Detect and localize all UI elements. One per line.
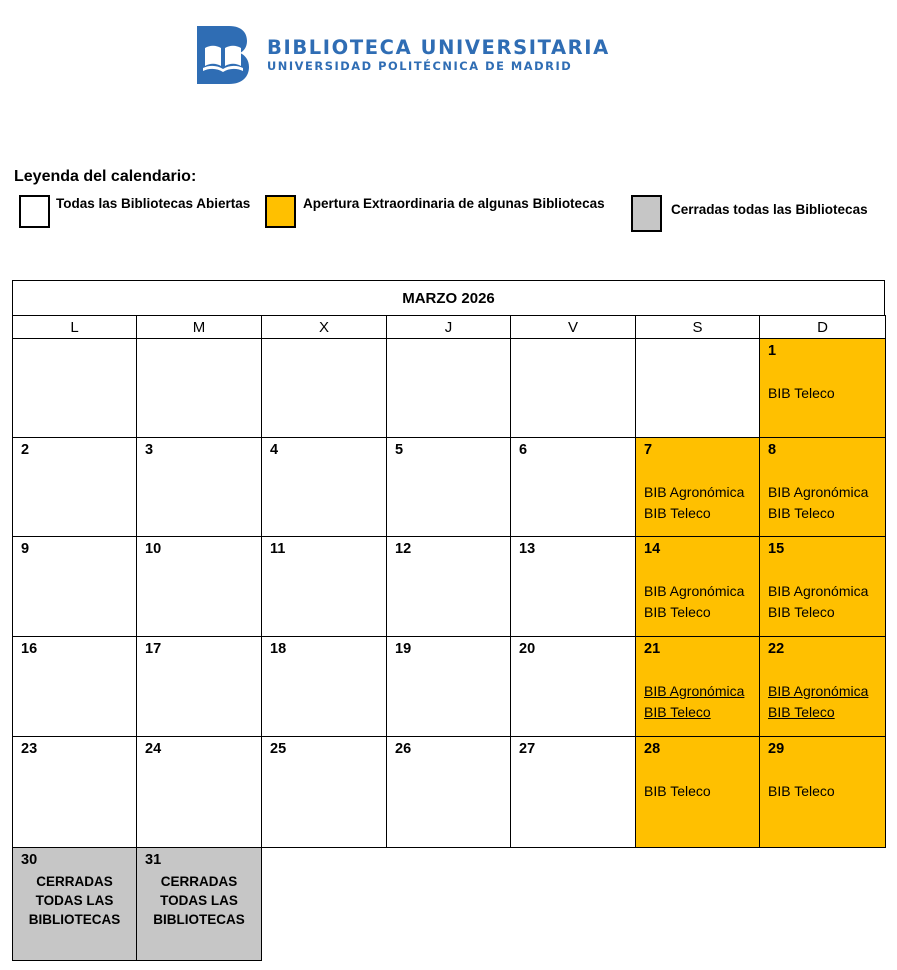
calendar-day-15 <box>759 536 886 637</box>
calendar-day-28 <box>635 736 760 848</box>
day-number: 5 <box>395 442 404 458</box>
calendar-day-11 <box>261 536 387 637</box>
calendar-day-14 <box>635 536 760 637</box>
day-number: 28 <box>644 741 661 757</box>
day-header-l: L <box>12 315 137 340</box>
calendar-empty-cell <box>261 338 387 438</box>
day-number: 2 <box>21 442 30 458</box>
legend-item-closed <box>631 195 868 232</box>
closed-notice-line: TODAS LAS <box>35 893 114 908</box>
legend-swatch-open <box>19 195 50 228</box>
calendar-day-18 <box>261 636 387 737</box>
library-name: BIB Teleco <box>768 505 835 521</box>
calendar-day-7 <box>635 437 760 537</box>
day-number: 10 <box>145 541 162 557</box>
calendar-day-3 <box>136 437 262 537</box>
day-number: 27 <box>519 741 536 757</box>
calendar-day-5 <box>386 437 511 537</box>
library-name: BIB Teleco <box>644 604 711 620</box>
calendar-day-31 <box>136 847 262 961</box>
calendar-empty-cell <box>510 338 636 438</box>
calendar-title: MARZO 2026 <box>12 280 885 316</box>
day-number: 19 <box>395 641 412 657</box>
library-title: BIBLIOTECA UNIVERSITARIA <box>267 36 610 59</box>
calendar-day-29 <box>759 736 886 848</box>
day-number: 25 <box>270 741 287 757</box>
legend-label-open: Todas las Bibliotecas Abiertas <box>56 196 251 211</box>
day-number: 20 <box>519 641 536 657</box>
day-number: 12 <box>395 541 412 557</box>
library-logo <box>197 26 610 84</box>
university-subtitle: UNIVERSIDAD POLITÉCNICA DE MADRID <box>267 59 573 73</box>
legend-item-open <box>19 195 250 228</box>
calendar-day-12 <box>386 536 511 637</box>
day-number: 29 <box>768 741 785 757</box>
library-name: BIB Agronómica <box>644 484 745 500</box>
closed-notice-line: BIBLIOTECAS <box>153 912 245 927</box>
open-libraries-list <box>644 482 744 524</box>
open-libraries-list <box>644 681 744 723</box>
library-name: BIB Teleco <box>644 505 711 521</box>
day-number: 23 <box>21 741 38 757</box>
day-number: 18 <box>270 641 287 657</box>
calendar-day-20 <box>510 636 636 737</box>
day-header-x: X <box>261 315 387 340</box>
calendar-day-6 <box>510 437 636 537</box>
legend-title: Leyenda del calendario: <box>14 168 197 185</box>
calendar-empty-cell <box>136 338 262 438</box>
calendar-empty-cell <box>635 338 760 438</box>
day-number: 7 <box>644 442 653 458</box>
day-header-s: S <box>635 315 760 340</box>
day-number: 15 <box>768 541 785 557</box>
calendar-day-8 <box>759 437 886 537</box>
day-number: 16 <box>21 641 38 657</box>
library-name: BIB Agronómica <box>644 683 745 699</box>
closed-notice-line: CERRADAS <box>160 874 238 889</box>
day-number: 8 <box>768 442 777 458</box>
library-name: BIB Teleco <box>768 604 835 620</box>
calendar-day-19 <box>386 636 511 737</box>
library-name: BIB Teleco <box>768 783 835 799</box>
library-name: BIB Teleco <box>768 385 835 401</box>
day-number: 14 <box>644 541 661 557</box>
legend-label-closed: Cerradas todas las Bibliotecas <box>671 202 868 217</box>
open-book-icon <box>197 26 249 84</box>
calendar-empty-cell <box>12 338 137 438</box>
calendar-day-10 <box>136 536 262 637</box>
closed-notice <box>137 872 261 929</box>
library-name: BIB Agronómica <box>768 683 869 699</box>
calendar-day-2 <box>12 437 137 537</box>
day-number: 22 <box>768 641 785 657</box>
day-header-m: M <box>136 315 262 340</box>
day-number: 13 <box>519 541 536 557</box>
open-libraries-list <box>768 383 835 404</box>
day-number: 6 <box>519 442 528 458</box>
calendar-day-1 <box>759 338 886 438</box>
open-libraries-list <box>768 781 835 802</box>
calendar-day-13 <box>510 536 636 637</box>
calendar-day-16 <box>12 636 137 737</box>
closed-notice-line: CERRADAS <box>36 874 113 889</box>
library-name: BIB Agronómica <box>644 583 745 599</box>
legend-swatch-special <box>265 195 296 228</box>
calendar-day-23 <box>12 736 137 848</box>
day-number: 21 <box>644 641 661 657</box>
day-number: 1 <box>768 343 777 359</box>
library-name: BIB Teleco <box>644 783 711 799</box>
calendar-day-4 <box>261 437 387 537</box>
open-libraries-list <box>768 581 868 623</box>
calendar-empty-cell <box>386 338 511 438</box>
day-number: 30 <box>21 852 38 868</box>
open-libraries-list <box>644 781 711 802</box>
day-number: 4 <box>270 442 279 458</box>
day-number: 31 <box>145 852 162 868</box>
calendar-day-9 <box>12 536 137 637</box>
calendar-day-22 <box>759 636 886 737</box>
legend-item-special <box>265 195 605 228</box>
day-number: 26 <box>395 741 412 757</box>
open-libraries-list <box>768 482 868 524</box>
calendar-day-26 <box>386 736 511 848</box>
day-number: 24 <box>145 741 162 757</box>
day-number: 9 <box>21 541 30 557</box>
open-libraries-list <box>768 681 868 723</box>
calendar-day-21 <box>635 636 760 737</box>
closed-notice-line: TODAS LAS <box>160 893 238 908</box>
day-header-v: V <box>510 315 636 340</box>
calendar-day-25 <box>261 736 387 848</box>
calendar-day-24 <box>136 736 262 848</box>
calendar-day-30 <box>12 847 137 961</box>
day-header-d: D <box>759 315 886 340</box>
day-number: 11 <box>270 541 286 557</box>
legend-label-special: Apertura Extraordinaria de algunas Bibliotecas <box>303 196 605 211</box>
calendar-day-17 <box>136 636 262 737</box>
closed-notice <box>13 872 136 929</box>
closed-notice-line: BIBLIOTECAS <box>28 912 121 927</box>
calendar-day-27 <box>510 736 636 848</box>
day-header-j: J <box>386 315 511 340</box>
open-libraries-list <box>644 581 744 623</box>
legend-swatch-closed <box>631 195 662 232</box>
library-name: BIB Agronómica <box>768 583 869 599</box>
library-name: BIB Teleco <box>644 704 711 720</box>
day-number: 17 <box>145 641 162 657</box>
day-number: 3 <box>145 442 154 458</box>
library-name: BIB Teleco <box>768 704 835 720</box>
library-name: BIB Agronómica <box>768 484 869 500</box>
